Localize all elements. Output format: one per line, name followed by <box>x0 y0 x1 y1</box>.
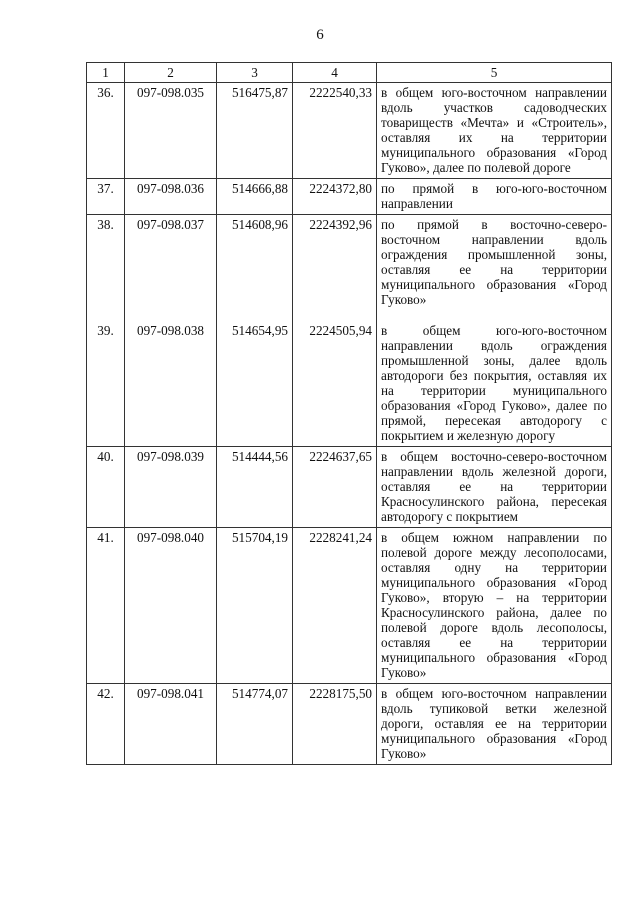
boundary-points-table <box>86 62 612 765</box>
point-code: 097-098.039 <box>125 447 217 528</box>
coordinate-y: 2222540,33 <box>293 83 377 179</box>
boundary-description: в общем южном направлении по полевой дороге между лесополосами, оставляя одну на территории муниципального образования «Город Гуково», вторую – на территории Красносулинского района, далее по полевой дороге вдоль лесополосы, оставляя ее на территории муниципального образования «Город Гуково» <box>377 528 612 684</box>
row-number: 36. <box>87 83 125 179</box>
table-header-row <box>87 63 612 83</box>
point-code: 097-098.035 <box>125 83 217 179</box>
coordinate-x: 516475,87 <box>217 83 293 179</box>
row-number: 42. <box>87 684 125 765</box>
row-number: 41. <box>87 528 125 684</box>
coordinate-y: 2224637,65 <box>293 447 377 528</box>
boundary-description: по прямой в восточно-северо-восточном направлении вдоль ограждения промышленной зоны, оставляя ее на территории муниципального образования «Город Гуково» <box>377 215 612 322</box>
point-code: 097-098.037 <box>125 215 217 322</box>
table-row <box>87 528 612 684</box>
column-header-2: 2 <box>125 63 217 83</box>
column-header-3: 3 <box>217 63 293 83</box>
column-header-5: 5 <box>377 63 612 83</box>
coordinate-y: 2228241,24 <box>293 528 377 684</box>
row-number: 37. <box>87 179 125 215</box>
table-row <box>87 447 612 528</box>
table-row <box>87 179 612 215</box>
coordinate-x: 514654,95 <box>217 321 293 447</box>
row-number: 39. <box>87 321 125 447</box>
coordinate-y: 2224372,80 <box>293 179 377 215</box>
table-row <box>87 684 612 765</box>
boundary-description: по прямой в юго-юго-восточном направлении <box>377 179 612 215</box>
coordinate-y: 2228175,50 <box>293 684 377 765</box>
boundary-description: в общем юго-юго-восточном направлении вдоль ограждения промышленной зоны, далее вдоль автодороги без покрытия, оставляя их на территории муниципального образования «Город Гуково», далее по прямой, пересекая автодорогу с покрытием и железную дорогу <box>377 321 612 447</box>
boundary-description: в общем юго-восточном направлении вдоль тупиковой ветки железной дороги, оставляя ее на территории муниципального образования «Город Гуково» <box>377 684 612 765</box>
point-code: 097-098.041 <box>125 684 217 765</box>
column-header-1: 1 <box>87 63 125 83</box>
coordinate-x: 514444,56 <box>217 447 293 528</box>
boundary-description: в общем юго-восточном направлении вдоль участков садоводческих товариществ «Мечта» и «Строитель», оставляя их на территории муниципального образования «Город Гуково», далее по полевой дороге <box>377 83 612 179</box>
table-row <box>87 83 612 179</box>
row-number: 40. <box>87 447 125 528</box>
coordinate-x: 514666,88 <box>217 179 293 215</box>
coordinate-y: 2224505,94 <box>293 321 377 447</box>
row-number: 38. <box>87 215 125 322</box>
coordinate-x: 514608,96 <box>217 215 293 322</box>
point-code: 097-098.040 <box>125 528 217 684</box>
page-number: 6 <box>316 27 324 43</box>
point-code: 097-098.038 <box>125 321 217 447</box>
table-row <box>87 215 612 322</box>
coordinate-y: 2224392,96 <box>293 215 377 322</box>
boundary-description: в общем восточно-северо-восточном направлении вдоль железной дороги, оставляя ее на территории Красносулинского района, пересекая автодорогу с покрытием <box>377 447 612 528</box>
coordinate-x: 515704,19 <box>217 528 293 684</box>
column-header-4: 4 <box>293 63 377 83</box>
point-code: 097-098.036 <box>125 179 217 215</box>
coordinate-x: 514774,07 <box>217 684 293 765</box>
table-row <box>87 321 612 447</box>
